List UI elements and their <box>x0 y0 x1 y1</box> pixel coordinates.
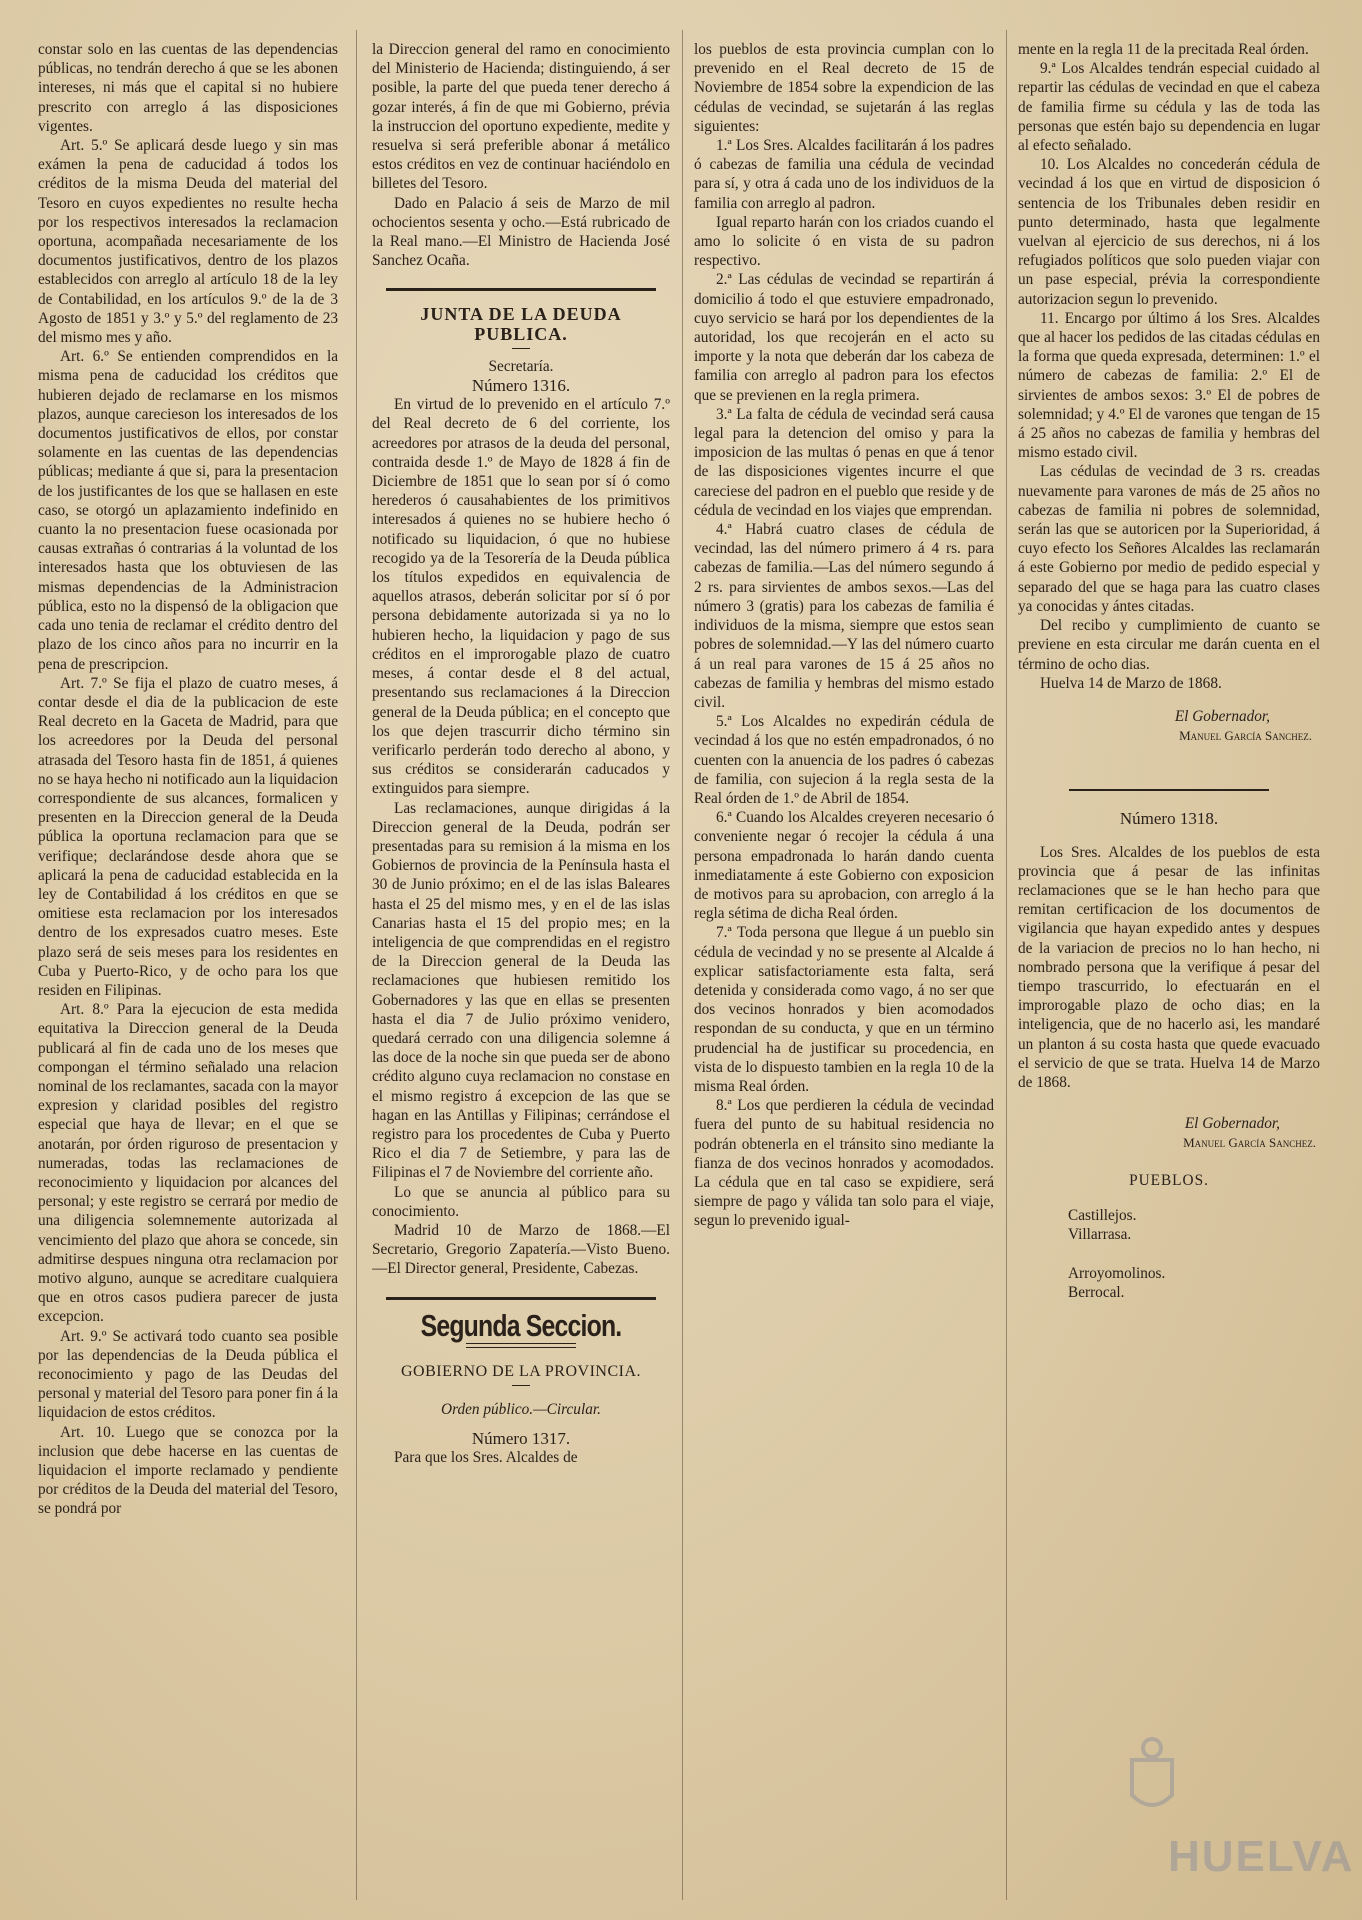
paragraph: Las cédulas de vecindad de 3 rs. creadas nuevamente para varones de más de 25 años no cabezas de familia ni pobres de solemnidad, serán las que se autoricen por la Superioridad, á cuyo efecto los Señores Alcaldes las reclamarán á este Gobierno por medio de pedido especial y separado del que se haga para las cuatro clases ya conocidas y ántes citadas. <box>1018 463 1320 615</box>
column-3 <box>694 40 994 1900</box>
date-line: Huelva 14 de Marzo de 1868. <box>1040 674 1222 692</box>
paragraph: mente en la regla 11 de la precitada Real órden. <box>1018 41 1309 58</box>
pueblo-item: Arroyomolinos. <box>1068 1265 1166 1283</box>
regla-7: 7.ª Toda persona que llegue á un pueblo sin cédula de vecindad y no se presente al Alcalde á explicar satisfactoriamente esta falta, será detenida y considerada como vago, á no ser que dos vecinos honrados y bien acomodados respondan de su conducta, y que en un término prudencial ha de justificar su procedencia, en vista de lo dispuesto tambien en la regla 10 de la misma Real órden. <box>694 924 994 1095</box>
paragraph: la Direccion general del ramo en conocimiento del Ministerio de Hacienda; distinguiendo, á ser posible, la parte del que pueda tener derecho á gozar interés, á fin de que mi Gobierno, prévia la instruccion del oportuno expediente, medite y resuelva si será preferible abonar á metálico estos créditos en vez de continuar haciéndolo en billetes del Tesoro. <box>372 41 670 193</box>
regla-11: 11. Encargo por último á los Sres. Alcaldes que al hacer los pedidos de las citadas cédulas en la forma que queda expresada, determinen: 1.º el número de cabezas de familia: 2.º El de sirvientes de ambos sexos: 3.º El de pobres de solemnidad; y 4.º El de varones que tengan de 15 á 25 años no cabezas de familia y hembras del mismo estado civil. <box>1018 309 1320 462</box>
column-2 <box>372 40 670 1900</box>
regla-9: 9.ª Los Alcaldes tendrán especial cuidado al repartir las cédulas de vecindad en que el cabeza de familia firme su cédula y las de toda las personas que estén bajo su dependencia en lugar al efecto señalado. <box>1018 60 1320 155</box>
segunda-seccion-heading: Segunda Seccion. <box>420 1307 622 1343</box>
regla-2: 2.ª Las cédulas de vecindad se repartirán á domicilio á todo el que estuviere empadronado, cuyo servicio se hará por los dependientes de la autoridad, los que recojerán en el acto su importe y la nota que deberán dar los cabeza de familia con arreglo al padron para los efectos que se previenen en la regla primera. <box>694 271 994 404</box>
pueblo-item: Berrocal. <box>1068 1284 1125 1302</box>
article-7: Art. 7.º Se fija el plazo de cuatro meses, á contar desde el dia de la publicacion de este Real decreto en la Gaceta de Madrid, para que los acreedores por la Deuda del personal atrasada del Tesoro hasta fin de 1851, á quienes no se haya hecho ni notificado aun la liquidacion correspondiente de sus alcances, formalicen y presenten en la Direccion general de la Deuda pública la oportuna reclamacion para que se verifique; declarándose desde ahora que se aplicará la pena de caducidad establecida en la ley de Contabilidad á los créditos en que se omitiese esta reclamacion por los interesados dentro de los expresados cuatro meses. Este plazo será de seis meses para los residentes en Cuba y Puerto-Rico, y de ocho para los que residen en Filipinas. <box>38 674 338 999</box>
section-rule <box>386 1297 656 1300</box>
crest-icon <box>1122 1730 1182 1820</box>
paragraph: Igual reparto harán con los criados cuando el amo lo solicite ó en vista de su padron respectivo. <box>694 213 994 270</box>
column-rule <box>1006 30 1007 1900</box>
paragraph: Lo que se anuncia al público para su conocimiento. <box>372 1183 670 1220</box>
paragraph: Para que los Sres. Alcaldes de <box>394 1449 578 1467</box>
orden-publico: Orden público.—Circular. <box>441 1401 601 1418</box>
signature-title: El Gobernador, <box>1174 707 1270 725</box>
regla-3: 3.ª La falta de cédula de vecindad será causa legal para la detencion del omiso y para la imposicion de las multas ó penas en que á tenor de las disposiciones vigentes incurre el que careciese del padron en el pueblo que reside y de cédula de vecindad en los viajes que emprendan. <box>694 405 994 519</box>
article-8: Art. 8.º Para la ejecucion de esta medida equitativa la Direccion general de la Deuda publicará al fin de cada uno de los meses que compongan el término señalado una relacion nominal de los reclamantes, sacada con la mayor expresion y claridad posibles del registro especial que haya de llevar; en el que se anotarán, por órden riguroso de presentacion y numeradas, todas las reclamaciones de reconocimiento y liquidacion por alcances del personal; y este registro se cerrará por medio de una diligencia solemnemente autorizada al vencimiento del plazo que ahora se concede, sin admitirse despues ninguna otra reclamacion por motivo alguno, aunque se acreditare cualquiera que en otros casos pudiera parecer de justa excepcion. <box>38 1001 338 1326</box>
archive-watermark <box>1122 1730 1355 1890</box>
paragraph: Las reclamaciones, aunque dirigidas á la Direccion general de la Deuda, podrán ser presentadas para su remision á la misma en los Gobiernos de provincia de la Península hasta el 30 de Junio próximo; en el de las islas Baleares hasta el 25 del mismo mes, y en el de las islas Canarias hasta el 15 del propio mes; en la inteligencia de que comprendidas en el registro de la Direccion general de la Deuda las reclamaciones que hubiesen remitido los Gobernadores y las que en ellas se presenten hasta el dia 7 de Julio próximo venidero, quedará cerrado con una diligencia solemne á las doce de la noche sin que pueda ser de abono crédito alguno cuya reclamacion no constase en el mismo registro á excepcion de las que se hagan en las Antillas y Filipinas; cerrándose el registro para los procedentes de Cuba y Puerto Rico el dia 7 de Setiembre, y para las de Filipinas el 7 de Noviembre del corriente año. <box>372 799 670 1182</box>
decree-signature: Dado en Palacio á seis de Marzo de mil ochocientos sesenta y ocho.—Está rubricado de la Real mano.—El Ministro de Hacienda José Sanchez Ocaña. <box>372 194 670 270</box>
article-6: Art. 6.º Se entienden comprendidos en la misma pena de caducidad los créditos que hubieren dejado de reclamarse en los mismos plazos, aunque carecieson los interesados de los documentos justificativos de ellos, por constar solamente en las cuentas de las dependencias públicas; mediante á que si, para la presentacion de los justificantes de los que se hallasen en este caso, se otorgó un aplazamiento indefinido en cuanto la no presentacion fuese ocasionada por causas extrañas ó contrarias á la voluntad de los interesados hasta que los obtuviesen de las mismas dependencias de la Administracion pública, esto no la dispensó de la obligacion que cada uno tenia de reclamar el crédito dentro del plazo de los cinco años para no incurrir en la pena de prescripcion. <box>38 348 338 673</box>
column-4 <box>1018 40 1320 1900</box>
column-1 <box>38 40 338 1900</box>
paragraph: constar solo en las cuentas de las dependencias públicas, no tendrán derecho á que se les abonen intereses, ni más que el capital si no hubiere prescrito con arreglo á las disposiciones vigentes. <box>38 41 338 135</box>
ornament-divider <box>466 1343 576 1348</box>
paragraph: Del recibo y cumplimiento de cuanto se previene en esta circular me darán cuenta en el término de ocho dias. <box>1018 617 1320 673</box>
regla-6: 6.ª Cuando los Alcaldes creyeren necesario ó conveniente negar ó recojer la cédula á una persona empadronada lo harán dando cuenta inmediatamente á este Gobierno con exposicion de motivos para su aprobacion, con arreglo á la regla sétima de dicha Real órden. <box>694 809 994 923</box>
paragraph: los pueblos de esta provincia cumplan con lo prevenido en el Real decreto de 15 de Noviembre de 1854 sobre la expendicion de las cédulas de vecindad, se sujetarán á las reglas siguientes: <box>694 41 994 135</box>
article-5: Art. 5.º Se aplicará desde luego y sin mas exámen la pena de caducidad á todos los créditos de la misma Deuda del material del Tesoro en cuyos expedientes no resulte hecha por los respectivos interesados la reclamacion oportuna, acompañada necesariamente de los documentos justificativos, dentro de los plazos establecidos con arreglo al artículo 18 de la ley de Contabilidad, en los artículos 9.º de la de 3 Agosto de 1851 y 3.º y 5.º del reglamento de 23 del mismo mes y año. <box>38 137 338 347</box>
pueblos-heading: PUEBLOS. <box>1129 1171 1209 1189</box>
watermark-text: HUELVA <box>1168 1832 1355 1881</box>
regla-5: 5.ª Los Alcaldes no expedirán cédula de vecindad á los que no estén empadronados, ó no cuenten con la anuencia de los padres ó cabezas de familia, con sujecion á la regla sesta de la Real órden de 1.º de Abril de 1854. <box>694 713 994 807</box>
signature-title: El Gobernador, <box>1184 1115 1280 1133</box>
gobierno-heading: GOBIERNO DE LA PROVINCIA. <box>400 1362 642 1380</box>
paragraph: En virtud de lo prevenido en el artículo 7.º del Real decreto de 6 del corriente, los acreedores por atrasos de la deuda del personal, contraida desde 1.º de Mayo de 1828 á fin de Diciembre de 1851 que lo sean por sí ó como herederos ó causahabientes de los primitivos interesados á quienes no se hubiere hecho ó notificado su liquidacion, ó que no hubiese recogido ya de la Tesorería de la Deuda pública los títulos expedidos en equivalencia de aquellos atrasos, deberán solicitar por sí ó por persona debidamente autorizada si ya no lo hubieren hecho, la liquidacion y pago de sus créditos en el improrogable plazo de cuatro meses, á contar desde el 8 del actual, presentando sus reclamaciones á la Direccion general de la Deuda pública; en el concepto que los que dejen trascurrir dicho término sin verificarlo perderán todo derecho al abono, y sus créditos se considerarán caducados y extinguidos para siempre. <box>372 396 670 798</box>
article-10: Art. 10. Luego que se conozca por la inclusion que debe hacerse en las cuentas de liquidacion el importe reclamado y pendiente por créditos de la Deuda del material del Tesoro, se pondrá por <box>38 1423 338 1518</box>
regla-10: 10. Los Alcaldes no concederán cédula de vecindad á los que en virtud de disposicion ó sentencia de los Tribunales deben residir en punto determinado, hasta que legalmente vuelvan al ejercicio de sus derechos, ni á los refugiados políticos que solo pueden viajar con un pase especial, prévia la correspondiente autorizacion segun lo prevenido. <box>1018 156 1320 308</box>
pueblo-item: Castillejos. <box>1068 1206 1137 1224</box>
paragraph: Los Sres. Alcaldes de los pueblos de esta provincia que á pesar de las infinitas reclamaciones que se le han hecho para que remitan certificacion de los documentos de vigilancia que hayan expedido antes y despues de la variacion de precios no lo han hecho, ni nombrado persona que la verifique á pesar del tiempo trascurrido, lo efectuarán en el improrogable plazo de ocho dias; en la inteligencia, que de no hacerlo asi, les mandaré un planton á su costa hasta que quede evacuado el servicio de que se trata. Huelva 14 de Marzo de 1868. <box>1018 843 1320 1091</box>
secretaria-heading: Secretaría. <box>488 357 554 375</box>
regla-1: 1.ª Los Sres. Alcaldes facilitarán á los padres ó cabezas de familia una cédula de vecindad para sí, y otra á cada uno de los individuos de la familia con arreglo al padron. <box>694 137 994 212</box>
paragraph: Madrid 10 de Marzo de 1868.—El Secretario, Gregorio Zapatería.—Visto Bueno.—El Director general, Presidente, Cabezas. <box>372 1221 670 1278</box>
section-rule <box>1069 789 1269 791</box>
signature-name: Manuel García Sanchez. <box>1179 728 1312 744</box>
dash-divider <box>512 1385 530 1386</box>
pueblo-item: Villarrasa. <box>1068 1225 1132 1243</box>
numero-1318: Número 1318. <box>1119 809 1219 829</box>
junta-heading: JUNTA DE LA DEUDA PUBLICA. <box>420 304 622 344</box>
signature-name: Manuel García Sanchez. <box>1183 1135 1316 1151</box>
column-rule <box>682 30 683 1900</box>
numero-1317: Número 1317. <box>471 1429 571 1449</box>
dash-divider <box>512 348 530 349</box>
regla-8: 8.ª Los que perdieren la cédula de vecindad fuera del punto de su habitual residencia no podrán obtenerla en el tránsito sino mediante la fianza de dos vecinos honrados y acomodados. La cédula que en tal caso se expidiere, será siempre de pago y válida tan solo para el viaje, segun lo prevenido igual- <box>694 1097 994 1230</box>
article-9: Art. 9.º Se activará todo cuanto sea posible por las dependencias de la Deuda pública el reconocimiento y pago de las Deudas del personal y material del Tesoro para poner fin á la liquidacion de estos créditos. <box>38 1327 338 1422</box>
numero-1316: Número 1316. <box>471 376 571 396</box>
column-rule <box>356 30 357 1900</box>
section-rule <box>386 288 656 291</box>
regla-4: 4.ª Habrá cuatro clases de cédula de vecindad, las del número primero á 4 rs. para cabezas de familia.—Las del número segundo á 2 rs. para sirvientes de ambos sexos.—Las del número 3 (gratis) para los cabezas de familia é individuos de la misma, siempre que estos sean pobres de solemnidad.—Y las del número cuarto á un real para varones de 15 á 25 años no cabezas de familia y hembras del mismo estado civil. <box>694 521 994 711</box>
